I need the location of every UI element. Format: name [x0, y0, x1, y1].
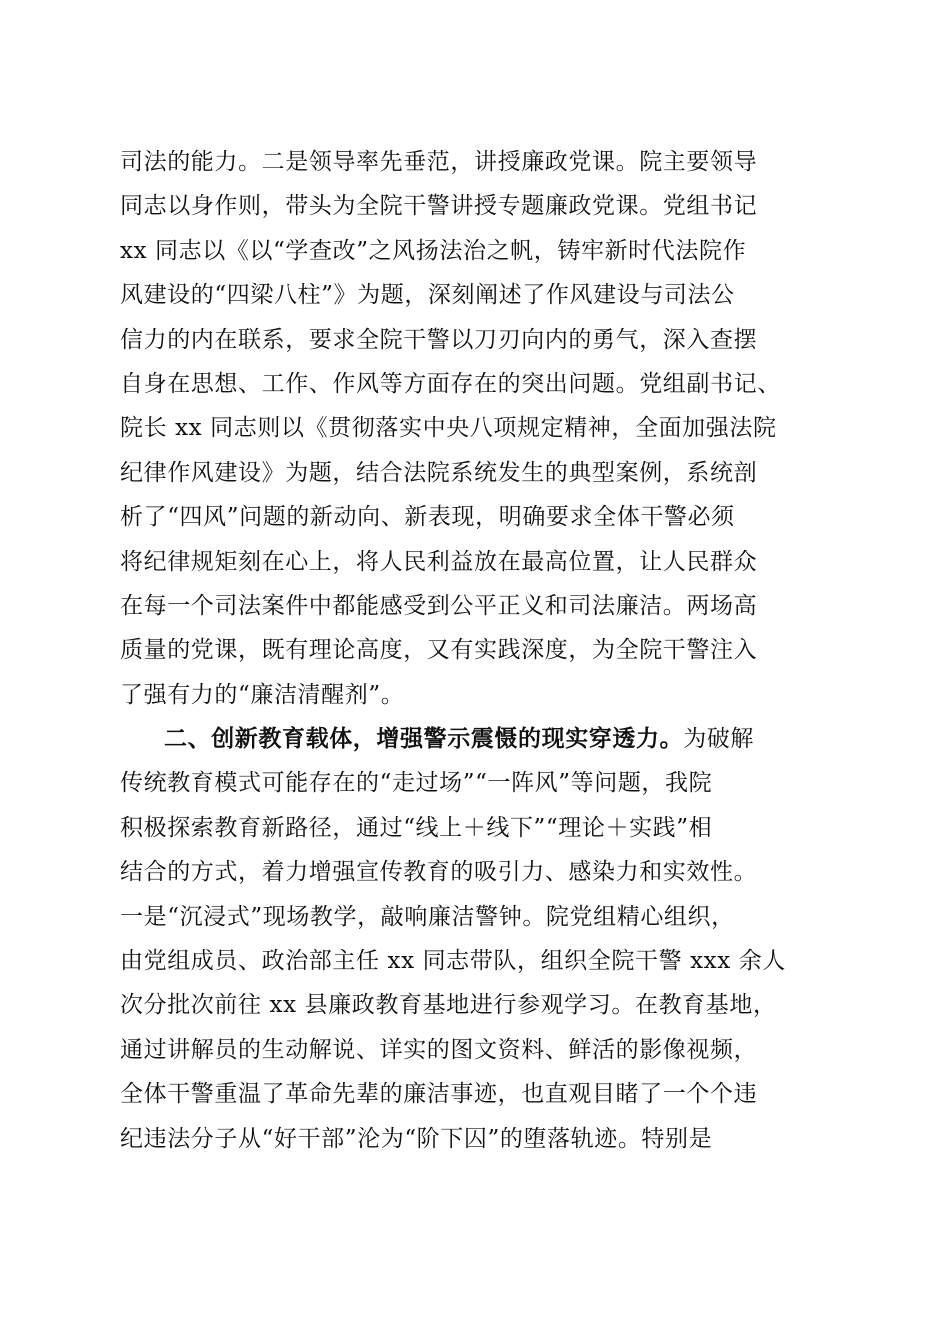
text-line: 司法的能力。二是领导率先垂范，讲授廉政党课。院主要领导 — [120, 149, 758, 175]
body-text — [120, 140, 842, 1161]
section-heading-line — [120, 717, 842, 761]
text-line: 一是“沉浸式”现场教学，敲响廉洁警钟。院党组精心组织， — [120, 903, 735, 930]
section-heading: 二、创新教育载体，增强警示震慑的现实穿透力。 — [164, 725, 684, 753]
text-line: 析了“四风”问题的新动向、新表现，明确要求全体干警必须 — [120, 504, 735, 531]
text-line: 传统教育模式可能存在的“走过场”“一阵风”等问题，我院 — [120, 770, 713, 797]
text-line: 同志以身作则，带头为全院干警讲授专题廉政党课。党组书记 — [120, 193, 758, 220]
text-line: 积极探索教育新路径，通过“线上＋线下”“理论＋实践”相 — [120, 814, 713, 841]
text-line: 纪律作风建设》为题，结合法院系统发生的典型案例，系统剖 — [120, 459, 758, 486]
text-line: 纪违法分子从“好干部”沦为“阶下囚”的堕落轨迹。特别是 — [120, 1125, 713, 1152]
text-line: 通过讲解员的生动解说、详实的图文资料、鲜活的影像视频， — [120, 1036, 758, 1063]
text-line: 次分批次前往 xx 县廉政教育基地进行参观学习。在教育基地， — [120, 992, 777, 1019]
text-line: 了强有力的“廉洁清醒剂”。 — [120, 681, 405, 708]
text-line: 质量的党课，既有理论高度，又有实践深度，为全院干警注入 — [120, 637, 758, 664]
section-heading-continuation: 为破解 — [683, 726, 755, 753]
text-line: 在每一个司法案件中都能感受到公平正义和司法廉洁。两场高 — [120, 592, 758, 619]
text-line: 结合的方式，着力增强宣传教育的吸引力、感染力和实效性。 — [120, 859, 758, 886]
text-line: 院长 xx 同志则以《贯彻落实中央八项规定精神，全面加强法院 — [120, 415, 777, 442]
text-line: 全体干警重温了革命先辈的廉洁事迹，也直观目睹了一个个违 — [120, 1081, 758, 1108]
text-line: 风建设的“四梁八柱”》为题，深刻阐述了作风建设与司法公 — [120, 282, 735, 309]
text-line: 由党组成员、政治部主任 xx 同志带队，组织全院干警 xxx 余人 — [120, 948, 786, 975]
text-line: 信力的内在联系，要求全院干警以刀刃向内的勇气，深入查摆 — [120, 326, 758, 353]
text-line: xx 同志以《以“学查改”之风扬法治之帆，铸牢新时代法院作 — [120, 237, 747, 264]
text-line: 将纪律规矩刻在心上，将人民利益放在最高位置，让人民群众 — [120, 548, 758, 575]
text-line: 自身在思想、工作、作风等方面存在的突出问题。党组副书记、 — [120, 370, 781, 397]
